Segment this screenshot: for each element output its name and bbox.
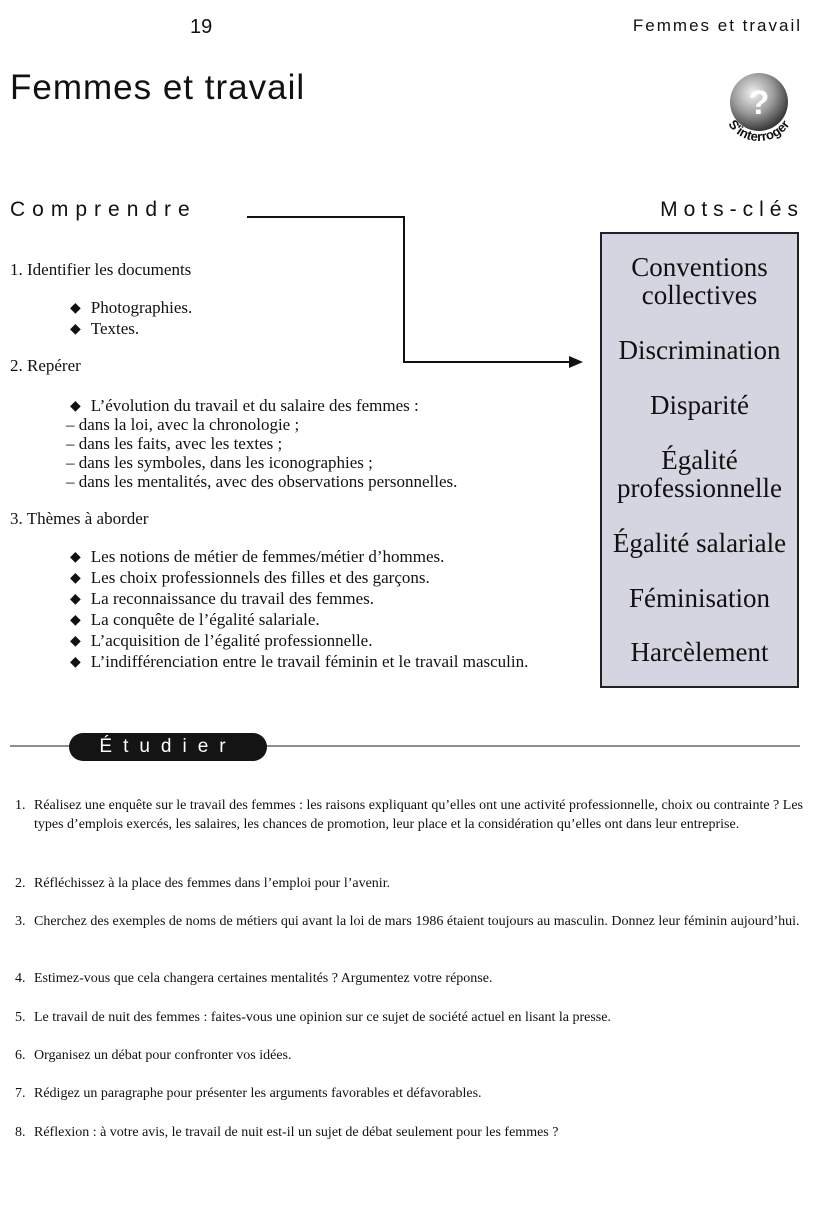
running-header: Femmes et travail xyxy=(632,16,802,35)
list-item: – dans la loi, avec la chronologie ; xyxy=(66,415,457,434)
question-text: Cherchez des exemples de noms de métiers qui avant la loi de mars 1986 étaient toujours au masculin. Donnez leur féminin aujourd’hui. xyxy=(34,914,800,929)
list-item: – dans les faits, avec les textes ; xyxy=(66,434,457,453)
keyword: Disparité xyxy=(650,390,749,421)
keyword: Égalité professionnelle xyxy=(617,444,782,503)
list-item: ◆ Les choix professionnels des filles et des garçons. xyxy=(70,568,528,589)
question-text: Le travail de nuit des femmes : faites-vous une opinion sur ce sujet de société actuel en lisant la presse. xyxy=(34,1010,611,1025)
list-item: ◆ L’évolution du travail et du salaire des femmes : xyxy=(70,396,419,417)
section-title-identifier: 1. Identifier les documents xyxy=(10,260,192,279)
list-item: ◆ La reconnaissance du travail des femmes. xyxy=(70,589,528,610)
keyword: Égalité salariale xyxy=(612,527,787,558)
question-number: 7. xyxy=(15,1086,26,1101)
question-number: 1. xyxy=(15,798,26,813)
mots-cles-heading: Mots-clés xyxy=(660,198,804,221)
page-title: Femmes et travail xyxy=(10,68,306,107)
bullet-list-themes xyxy=(70,547,528,673)
page-number: 19 xyxy=(190,16,213,38)
etudier-heading: Étudier xyxy=(69,733,267,761)
list-item: ◆ L’indifférenciation entre le travail féminin et le travail masculin. xyxy=(70,652,528,673)
dash-list-reperer xyxy=(66,415,457,491)
question-text: Organisez un débat pour confronter vos idées. xyxy=(34,1048,292,1063)
keyword: Conventions collectives xyxy=(631,252,768,311)
section-title-themes: 3. Thèmes à aborder xyxy=(10,509,149,528)
question-number: 6. xyxy=(15,1048,26,1063)
arrow-head-icon xyxy=(569,356,583,368)
question-text: Réalisez une enquête sur le travail des femmes : les raisons expliquant qu’elles ont une activité professionnelle, choix ou contrainte ? Les types d’emplois exercés, les salaires, les chances de promotion, leur place et la considération qu’elles ont dans leur entreprise. xyxy=(34,798,803,832)
bullet-list-reperer xyxy=(70,396,419,417)
question-text: Rédigez un paragraphe pour présenter les arguments favorables et défavorables. xyxy=(34,1086,482,1101)
question-text: Réfléchissez à la place des femmes dans l’emploi pour l’avenir. xyxy=(34,876,391,891)
question-number: 5. xyxy=(15,1010,26,1025)
list-item: ◆ Textes. xyxy=(70,319,192,340)
comprendre-heading: Comprendre xyxy=(10,198,197,221)
list-item: ◆ Photographies. xyxy=(70,298,192,319)
question-number: 4. xyxy=(15,971,26,986)
keyword: Féminisation xyxy=(629,582,770,613)
keyword: Harcèlement xyxy=(630,637,769,668)
question-mark-icon: ? xyxy=(748,84,770,122)
list-item: – dans les symboles, dans les iconographies ; xyxy=(66,453,457,472)
bullet-list-documents xyxy=(70,298,192,340)
question-number: 8. xyxy=(15,1125,26,1140)
section-title-reperer: 2. Repérer xyxy=(10,356,81,375)
list-item: ◆ L’acquisition de l’égalité professionnelle. xyxy=(70,631,528,652)
keywords-box xyxy=(600,232,799,688)
list-item: ◆ La conquête de l’égalité salariale. xyxy=(70,610,528,631)
keyword: Discrimination xyxy=(618,335,781,366)
list-item: ◆ Les notions de métier de femmes/métier d’hommes. xyxy=(70,547,528,568)
question-text: Estimez-vous que cela changera certaines mentalités ? Argumentez votre réponse. xyxy=(34,971,493,986)
question-text: Réflexion : à votre avis, le travail de nuit est-il un sujet de débat seulement pour les femmes ? xyxy=(34,1125,559,1140)
question-number: 2. xyxy=(15,876,26,891)
badge-label: S'interroger xyxy=(725,116,793,145)
list-item: – dans les mentalités, avec des observations personnelles. xyxy=(66,472,457,491)
question-number: 3. xyxy=(15,914,26,929)
